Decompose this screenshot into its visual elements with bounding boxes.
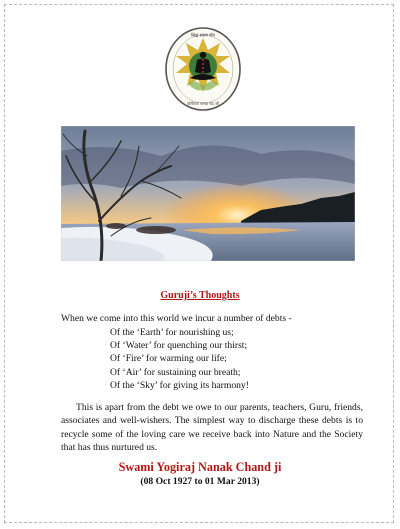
list-item: Of the ‘Sky’ for giving its harmony! (110, 379, 249, 391)
intro-text: When we come into this world we incur a number of debts - (61, 313, 292, 324)
list-item: Of ‘Fire’ for warming our life; (110, 353, 227, 365)
section-heading: Guruji’s Thoughts (160, 290, 240, 301)
list-item: Of the ‘Earth’ for nourishing us; (110, 327, 234, 338)
signature-name: Swami Yogiraj Nanak Chand ji (118, 460, 282, 474)
spiritual-emblem-logo (164, 26, 242, 112)
signature-dates: (08 Oct 1927 to 01 Mar 2013) (140, 476, 260, 487)
list-item: Of ‘Water’ for quenching our thirst; (110, 340, 248, 352)
body-paragraph: This is apart from the debt we owe to our parents, teachers, Guru, friends, associates and well-wishers. The simplest way to discharge these debts is to recycle some of the loving care we receive back into Nature and the Society that has thus nurtured us. (61, 402, 363, 454)
emblem-bottom-text: योगीराज नानक चंद जी (187, 101, 219, 106)
list-item: Of ‘Air’ for sustaining our breath; (110, 366, 241, 378)
winter-sunset-photo (61, 126, 355, 261)
emblem-top-text: सिद्ध सहज योग (191, 32, 215, 38)
debt-list (110, 326, 249, 392)
